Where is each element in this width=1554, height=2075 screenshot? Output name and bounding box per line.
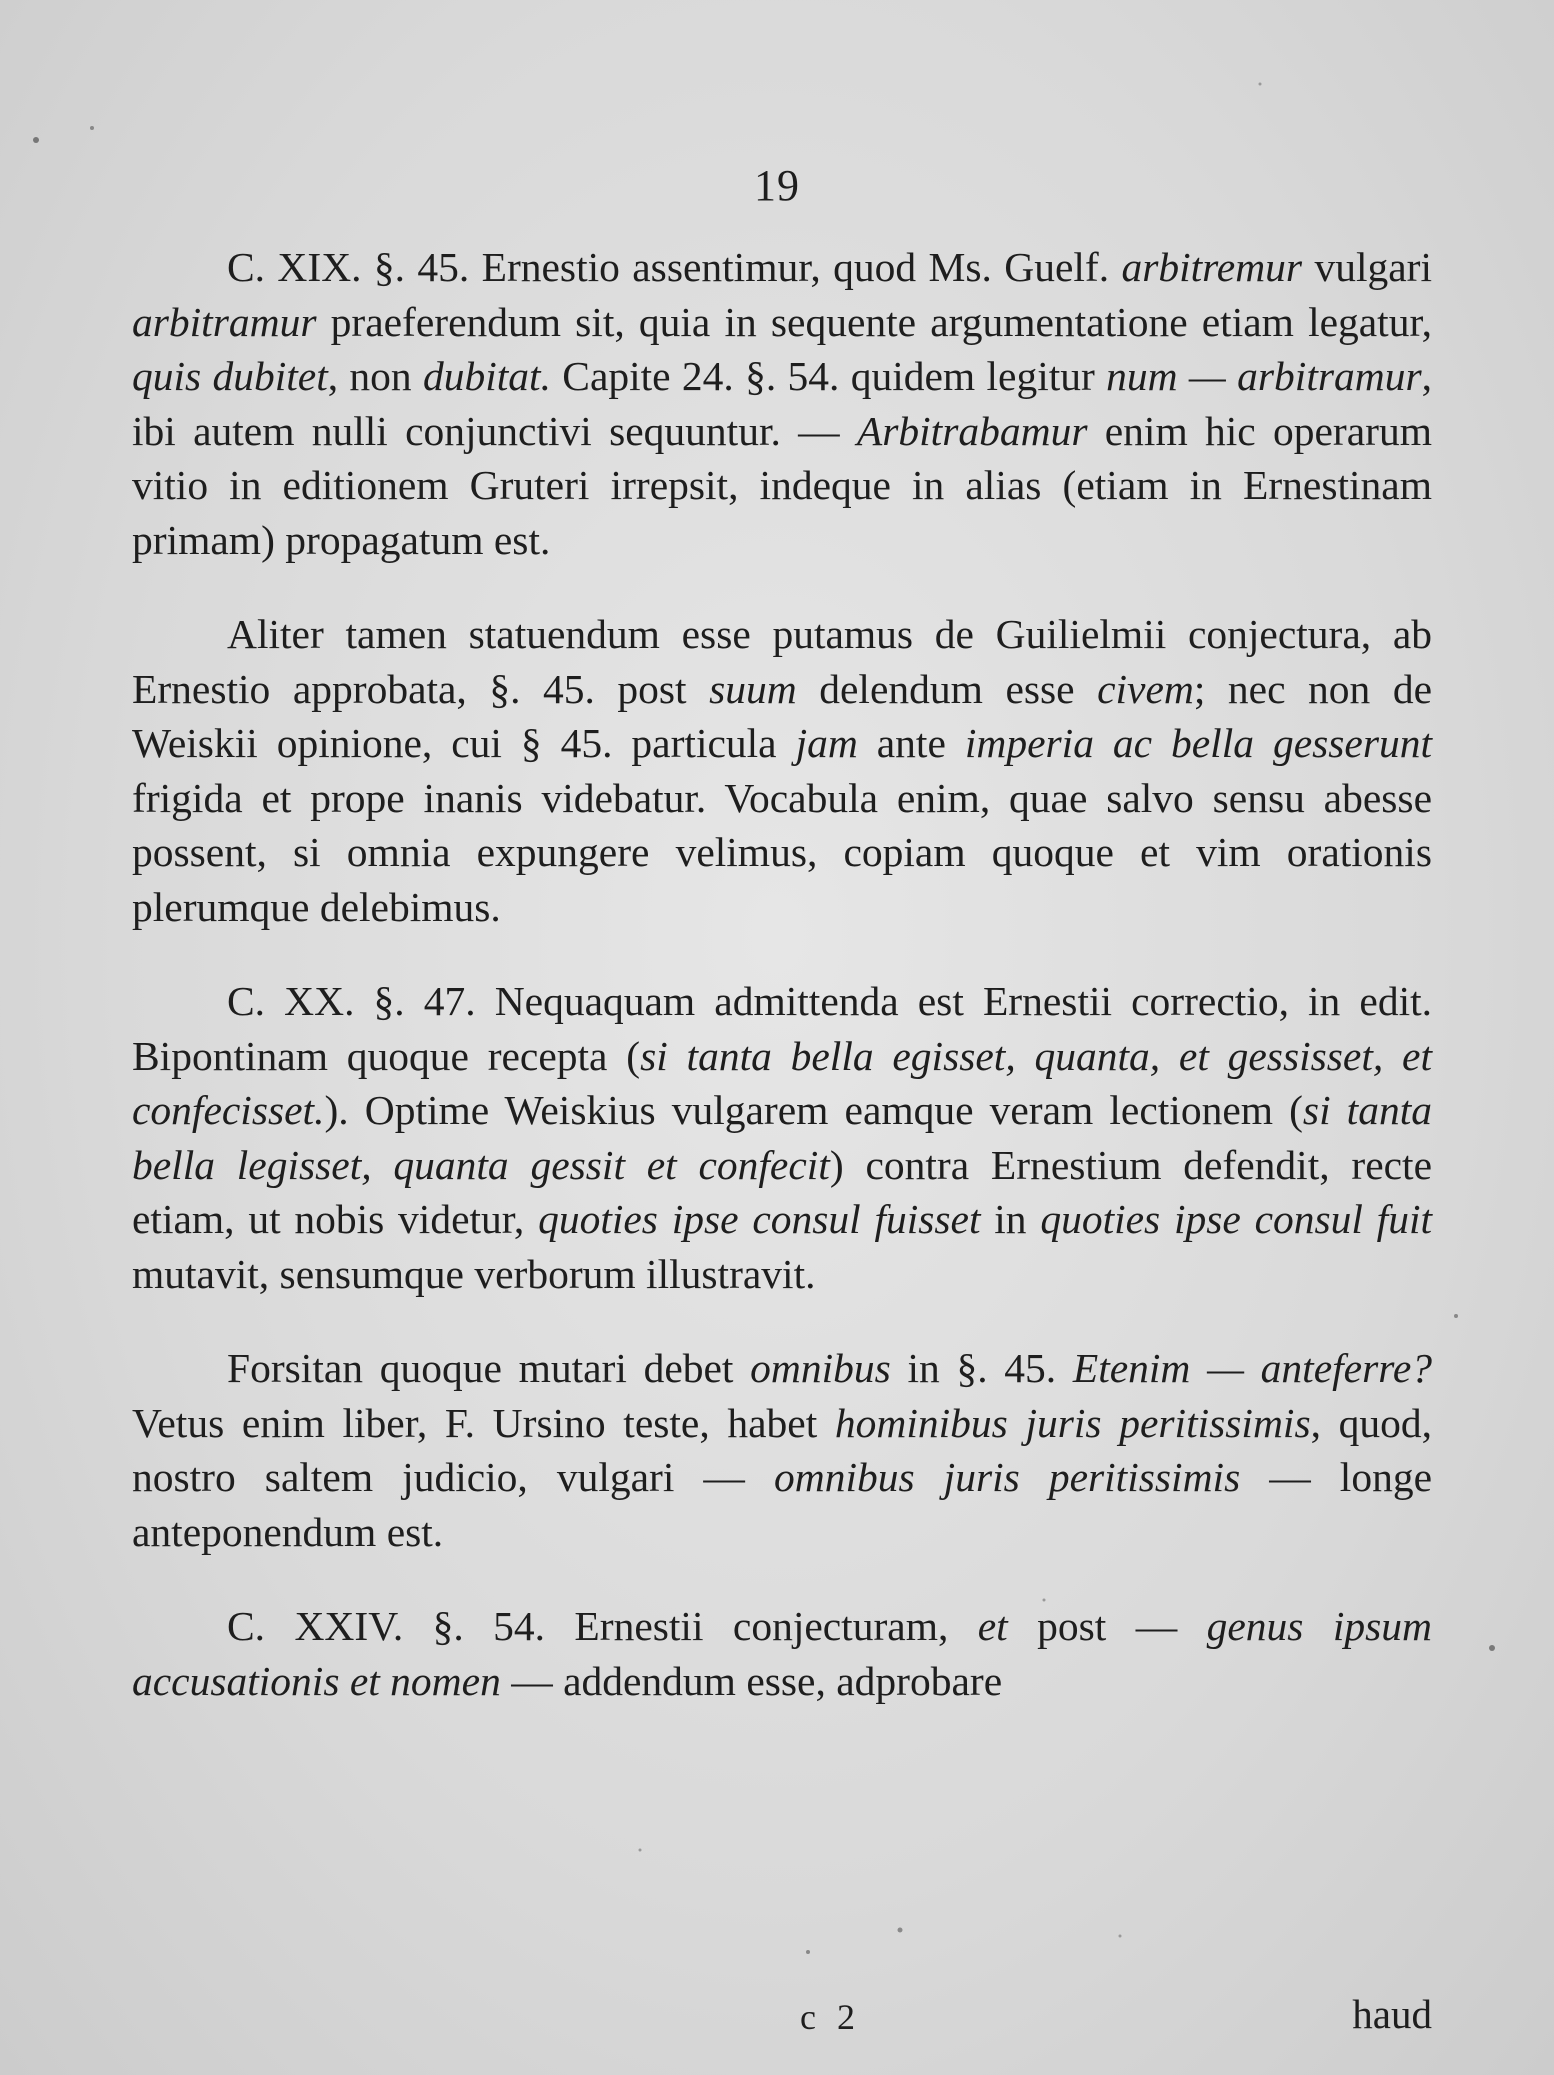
- text-run: frigida et prope inanis videbatur. Vocabula enim, quae salvo sensu abesse possent, si omnia expungere velimus, copiam quoque et vim orationis plerumque delebimus.: [132, 774, 1432, 930]
- italic-text: et: [977, 1603, 1008, 1649]
- paragraph: [132, 240, 1432, 567]
- italic-text: quoties ipse consul fuit: [1040, 1196, 1433, 1242]
- body-text: [132, 240, 1432, 1708]
- text-run: Vetus enim liber, F. Ursino teste, habet: [132, 1399, 835, 1446]
- text-run: in §. 45.: [890, 1345, 1073, 1391]
- text-run: vulgari: [1302, 244, 1432, 290]
- paragraph: [132, 1341, 1432, 1559]
- italic-text: arbitremur: [1121, 244, 1303, 290]
- text-run: C. XIX. §. 45. Ernestio assentimur, quod Ms. Guelf.: [227, 244, 1122, 290]
- text-run: — addendum esse, adprobare: [500, 1657, 1003, 1704]
- text-run: in: [980, 1196, 1041, 1242]
- italic-text: jam: [795, 720, 858, 766]
- text-run: Forsitan quoque mutari debet: [227, 1345, 751, 1391]
- italic-text: dubitat.: [423, 353, 551, 399]
- text-run: ante: [857, 720, 965, 766]
- text-run: ; nec non de Weiskii opinione, cui § 45. particula: [132, 665, 1432, 766]
- italic-text: quoties ipse consul fuisset: [538, 1196, 981, 1242]
- italic-text: Arbitrabamur: [856, 407, 1088, 454]
- italic-text: civem: [1097, 665, 1194, 712]
- text-run: C. XXIV. §. 54. Ernestii conjecturam,: [227, 1603, 978, 1649]
- italic-text: omnibus juris peritissimis: [773, 1454, 1241, 1500]
- text-run: ) contra Ernestium defendit, recte etiam, ut nobis videtur,: [132, 1141, 1432, 1242]
- italic-text: genus ipsum accusationis et nomen: [132, 1603, 1432, 1704]
- italic-text: omnibus: [750, 1345, 891, 1391]
- page-number: 19: [754, 161, 800, 210]
- text-run: , quod, nostro saltem judicio, vulgari —: [132, 1399, 1433, 1500]
- italic-text: arbitramur: [132, 298, 317, 345]
- italic-text: quis dubitet: [132, 353, 328, 399]
- text-run: Capite 24. §. 54. quidem legitur: [550, 353, 1107, 399]
- text-run: , ibi autem nulli conjunctivi sequuntur. —: [132, 353, 1432, 454]
- italic-text: Etenim — anteferre?: [1072, 1345, 1432, 1391]
- paragraph: [132, 974, 1432, 1301]
- italic-text: hominibus juris peritissimis: [834, 1399, 1311, 1446]
- text-run: Aliter tamen statuendum esse putamus de Guilielmii conjectura, ab Ernestio approbata, §. 45. post: [132, 611, 1432, 712]
- text-run: delendum esse: [796, 665, 1098, 712]
- italic-text: suum: [709, 665, 797, 712]
- text-run: , non: [327, 353, 423, 399]
- paragraph: [132, 607, 1432, 934]
- italic-text: si tanta bella legisset, quanta gessit et confecit: [132, 1087, 1432, 1188]
- italic-text: imperia ac bella gesserunt: [964, 720, 1433, 766]
- text-run: praeferendum sit, quia in sequente argumentatione etiam legatur,: [316, 298, 1432, 345]
- text-run: C. XX. §. 47. Nequaquam admittenda est Ernestii correctio, in edit. Bipontinam quoque recepta (: [132, 978, 1432, 1079]
- paragraph: [132, 1599, 1432, 1708]
- italic-text: num — arbitramur: [1106, 353, 1422, 399]
- signature-mark: c 2: [800, 1997, 861, 2037]
- catchword: haud: [1352, 1991, 1432, 2037]
- text-run: post —: [1007, 1603, 1207, 1649]
- text-run: — longe anteponendum est.: [132, 1454, 1433, 1555]
- italic-text: si tanta bella egisset, quanta, et gessisset, et confecisset.: [132, 1032, 1432, 1133]
- text-run: enim hic operarum vitio in editionem Gruteri irrepsit, indeque in alias (etiam in Ernestinam primam) propagatum est.: [132, 407, 1432, 563]
- text-run: ). Optime Weiskius vulgarem eamque veram lectionem (: [324, 1087, 1303, 1133]
- text-run: mutavit, sensumque verborum illustravit.: [132, 1250, 816, 1297]
